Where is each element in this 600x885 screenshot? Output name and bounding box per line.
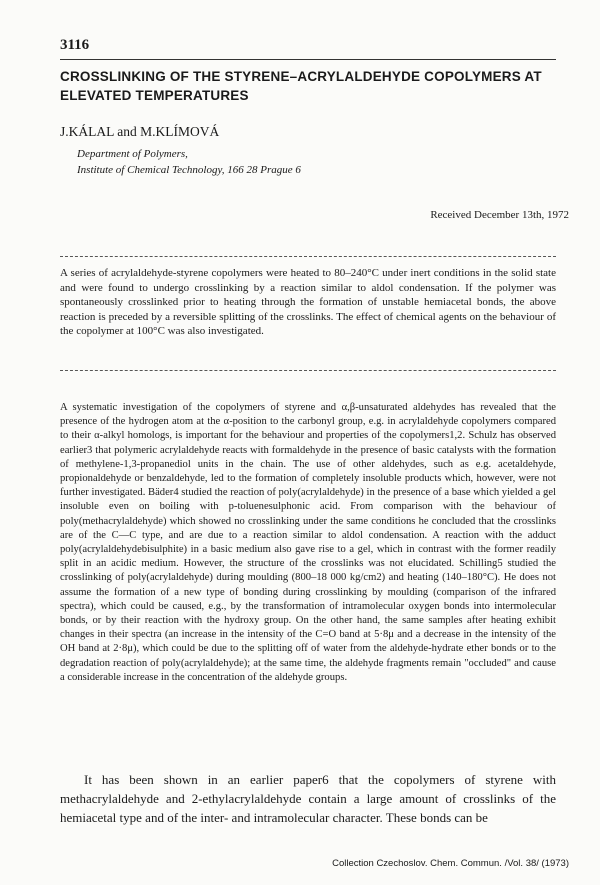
abstract-bottom-rule — [60, 370, 556, 371]
authors: J.KÁLAL and M.KLÍMOVÁ — [60, 124, 220, 139]
header-rule — [60, 59, 556, 60]
affiliation-institute: Institute of Chemical Technology, 166 28 Prague 6 — [77, 164, 301, 176]
body-paragraph-2: It has been shown in an earlier paper6 that the copolymers of styrene with methacrylaldehyde and 2-ethylacrylaldehyde contain a large amount of crosslinks of the hemiacetal type and of the inter- and intramolecular character. These bonds can be — [60, 772, 556, 825]
body-paragraph-1: A systematic investigation of the copolymers of styrene and α,β-unsaturated aldehydes has revealed that the presence of the hydrogen atom at the α-position to the carbonyl group, e.g. in acrylaldehyde copolymers compared to their α-alkyl homologs, is important for the behaviour and properties of the copolymers1,2. Schulz has observed earlier3 that polymeric acrylaldehyde reacts with formaldehyde in the presence of basic catalysts with the formation of methylene-1,3-propanediol units in the chain. The use of other aldehydes, such as e.g. acetaldehyde, propionaldehyde or benzaldehyde, led to the formation of completely insoluble products which, however, were not further investigated. Bäder4 studied the reaction of poly(acrylaldehyde) in the presence of a base which yielded a gel insoluble even on boiling with p-toluenesulphonic acid. From comparison with the behaviour of poly(methacrylaldehyde) which showed no crosslinking under the same conditions he concluded that the crosslinks are of the C—C type, and are due to a reaction similar to aldol condensation. A reaction with the adduct poly(acrylaldehydebisulphite) in a basic medium also gave rise to a gel, which in contrast with the former readily split in an acidic medium. However, the structure of the crosslinks was not elucidated. Schilling5 studied the crosslinking of poly(acrylaldehyde) during moulding (800–18 000 kg/cm2) and heating (140–180°C). He does not assume the formation of a new type of bonding during crosslinking by moulding (comparison of the infrared spectra), which could be caused, e.g., by the transformation of intramolecular oxygen bonds into intermolecular bonds, or by their reaction with the hydroxy group. On the other hand, the same samples after heating exhibit changes in their spectra (an increase in the intensity of the C=O band at 5·8μ and a decrease in the intensity of the OH band at 2·8μ), which could be due to the splitting off of water from the aldehyde-hydrate ether bonds or to the degradation reaction of poly(acrylaldehyde); at the same time, the aldehyde fragments remain "occluded" and cause a considerable increase in the concentration of the aldehyde groups. — [60, 402, 556, 683]
affiliation — [77, 146, 301, 178]
received-date: Received December 13th, 1972 — [430, 209, 569, 221]
affiliation-department: Department of Polymers, — [77, 148, 188, 160]
abstract: A series of acrylaldehyde-styrene copolymers were heated to 80–240°C under inert conditions in the solid state and were found to undergo crosslinking by a reaction similar to aldol condensation. If the polymer was spontaneously crosslinked prior to heating through the formation of unstable hemiacetal bonds, the above reaction is preceded by a reversible splitting of the crosslinks. The effect of chemical agents on the behaviour of the copolymer at 100°C was also investigated. — [60, 267, 556, 338]
page-number: 3116 — [60, 37, 90, 53]
abstract-top-rule — [60, 256, 556, 257]
journal-footer: Collection Czechoslov. Chem. Commun. /Vol. 38/ (1973) — [332, 858, 569, 869]
article-title: CROSSLINKING OF THE STYRENE–ACRYLALDEHYDE COPOLYMERS AT ELEVATED TEMPERATURES — [60, 69, 542, 103]
